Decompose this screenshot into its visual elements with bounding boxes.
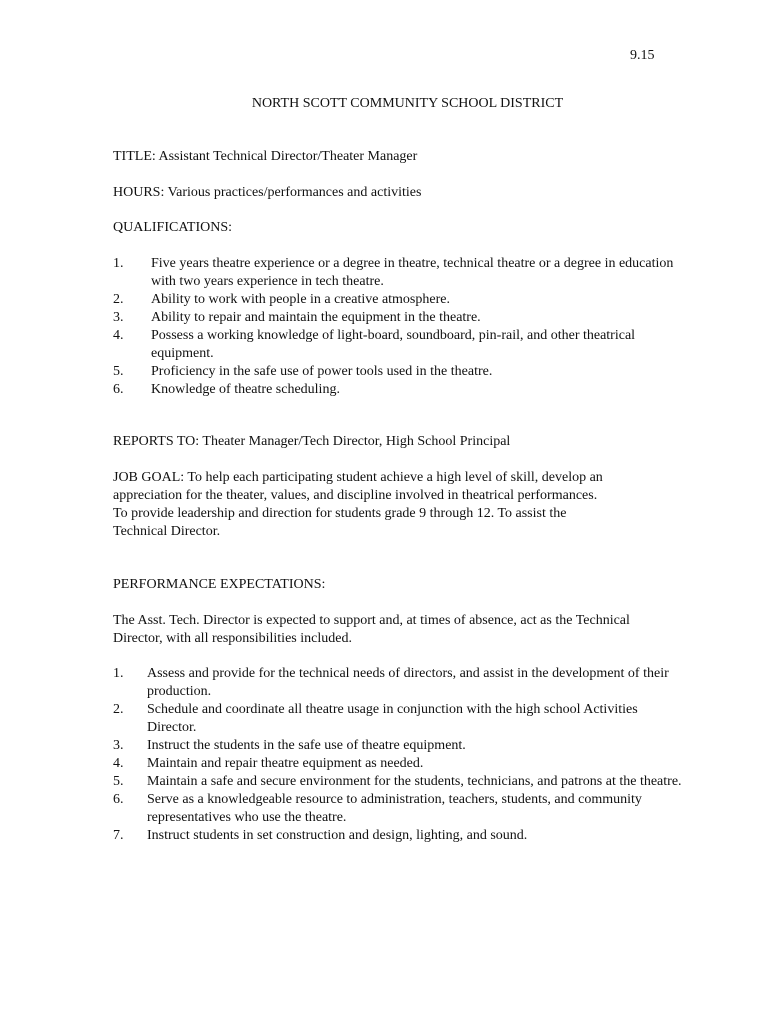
qualification-item: [113, 381, 691, 399]
job-goal-line-2: appreciation for the theater, values, and discipline involved in theatrical performances.: [113, 488, 598, 503]
item-number: 3.: [113, 310, 124, 325]
performance-item: [113, 701, 687, 737]
item-number: 4.: [113, 328, 124, 343]
item-text: Serve as a knowledgeable resource to administration, teachers, students, and community representatives who use the theatre.: [147, 792, 642, 825]
qualifications-heading: QUALIFICATIONS:: [113, 220, 232, 235]
item-text: Ability to repair and maintain the equipment in the theatre.: [151, 310, 481, 325]
item-number: 2.: [113, 292, 124, 307]
item-number: 6.: [113, 792, 124, 807]
item-number: 3.: [113, 738, 124, 753]
performance-item: [113, 773, 687, 791]
item-text: Possess a working knowledge of light-board, soundboard, pin-rail, and other theatrical equipment.: [151, 328, 636, 361]
qualification-item: [113, 291, 691, 309]
job-title-line: TITLE: Assistant Technical Director/Theater Manager: [113, 149, 418, 164]
item-number: 2.: [113, 702, 124, 717]
performance-heading: PERFORMANCE EXPECTATIONS:: [113, 577, 326, 592]
item-text: Instruct students in set construction and design, lighting, and sound.: [147, 828, 528, 843]
item-number: 4.: [113, 756, 124, 771]
performance-item: [113, 665, 687, 701]
item-text: Schedule and coordinate all theatre usage in conjunction with the high school Activities Director.: [147, 702, 638, 735]
page-number: 9.15: [630, 48, 655, 63]
performance-intro-line-1: The Asst. Tech. Director is expected to support and, at times of absence, act as the Technical: [113, 613, 630, 628]
item-number: 5.: [113, 774, 124, 789]
item-text: Assess and provide for the technical needs of directors, and assist in the development of their production.: [147, 666, 669, 699]
performance-item: [113, 791, 687, 827]
performance-item: [113, 827, 687, 845]
job-goal-line-3: To provide leadership and direction for students grade 9 through 12. To assist the: [113, 506, 567, 521]
performance-intro: [113, 612, 688, 648]
hours-line: HOURS: Various practices/performances and activities: [113, 185, 422, 200]
item-text: Instruct the students in the safe use of theatre equipment.: [147, 738, 466, 753]
item-text: Proficiency in the safe use of power tools used in the theatre.: [151, 364, 493, 379]
job-goal-line-4: Technical Director.: [113, 524, 221, 539]
job-goal-line-1: JOB GOAL: To help each participating student achieve a high level of skill, develop an: [113, 470, 603, 485]
item-number: 5.: [113, 364, 124, 379]
reports-to-line: REPORTS TO: Theater Manager/Tech Director, High School Principal: [113, 434, 511, 449]
item-number: 7.: [113, 828, 124, 843]
performance-item: [113, 755, 687, 773]
qualification-item: [113, 327, 691, 363]
item-text: Maintain and repair theatre equipment as needed.: [147, 756, 424, 771]
qualification-item: [113, 363, 691, 381]
job-goal-paragraph: [113, 469, 688, 541]
item-text: Five years theatre experience or a degree in theatre, technical theatre or a degree in education with two years experience in tech theatre.: [151, 256, 674, 289]
district-heading: NORTH SCOTT COMMUNITY SCHOOL DISTRICT: [251, 96, 564, 111]
qualification-item: [113, 255, 691, 291]
item-text: Ability to work with people in a creative atmosphere.: [151, 292, 450, 307]
qualifications-list: [113, 255, 691, 399]
item-text: Knowledge of theatre scheduling.: [151, 382, 340, 397]
performance-item: [113, 737, 687, 755]
performance-intro-line-2: Director, with all responsibilities included.: [113, 631, 352, 646]
item-number: 1.: [113, 666, 124, 681]
item-number: 1.: [113, 256, 124, 271]
performance-list: [113, 665, 687, 845]
qualification-item: [113, 309, 691, 327]
item-text: Maintain a safe and secure environment for the students, technicians, and patrons at the theatre.: [147, 774, 682, 789]
item-number: 6.: [113, 382, 124, 397]
